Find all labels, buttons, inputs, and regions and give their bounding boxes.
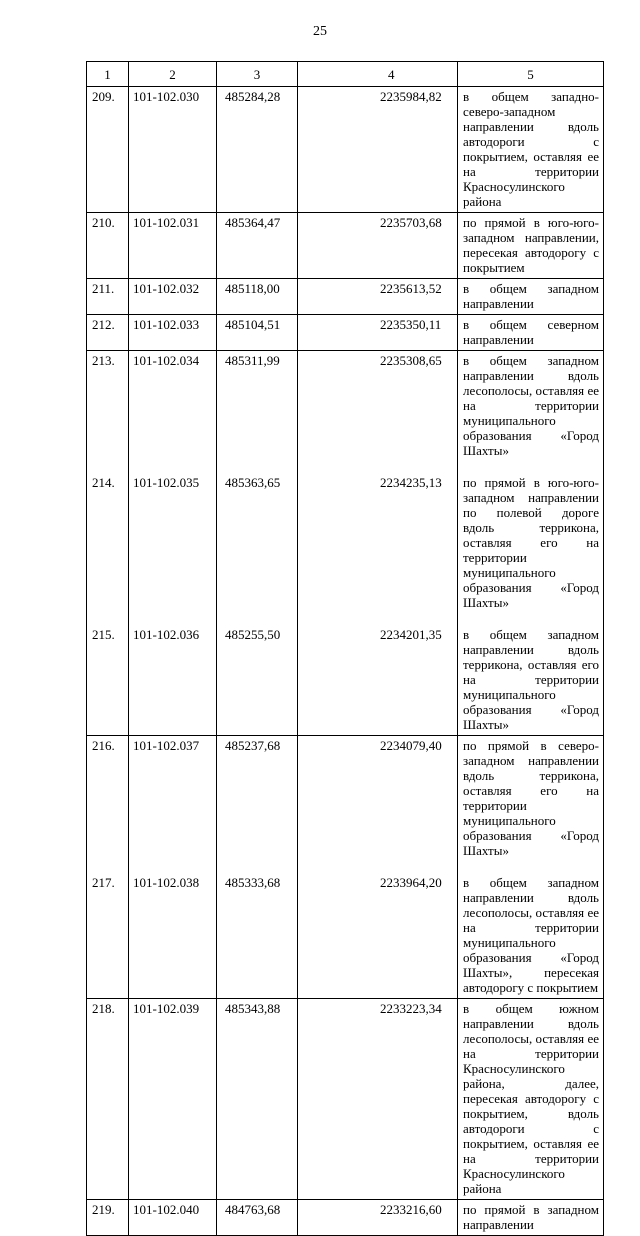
table-row <box>87 351 604 462</box>
row-number: 216. <box>87 736 129 862</box>
direction-description: в общем западном направлении <box>458 279 604 315</box>
row-number: 209. <box>87 87 129 213</box>
coordinate-x: 485104,51 <box>217 315 298 351</box>
coordinate-x: 485118,00 <box>217 279 298 315</box>
coordinate-x: 485311,99 <box>217 351 298 462</box>
page-number: 25 <box>313 24 327 39</box>
direction-description: в общем западном направлении вдоль террикона, оставляя его на территории муниципального образования «Город Шахты» <box>458 613 604 736</box>
coordinate-y: 2234201,35 <box>298 613 458 736</box>
point-code: 101-102.035 <box>129 461 217 613</box>
coordinate-y: 2233223,34 <box>298 999 458 1200</box>
coordinate-y: 2235613,52 <box>298 279 458 315</box>
coordinate-y: 2235350,11 <box>298 315 458 351</box>
coordinate-y: 2235703,68 <box>298 213 458 279</box>
coordinate-y: 2235308,65 <box>298 351 458 462</box>
column-header-1: 1 <box>87 62 129 87</box>
point-code: 101-102.032 <box>129 279 217 315</box>
coordinate-x: 485364,47 <box>217 213 298 279</box>
coordinate-x: 485343,88 <box>217 999 298 1200</box>
direction-description: в общем северном направлении <box>458 315 604 351</box>
coordinate-x: 485255,50 <box>217 613 298 736</box>
coordinate-y: 2233216,60 <box>298 1200 458 1236</box>
coordinate-x: 485237,68 <box>217 736 298 862</box>
row-number: 217. <box>87 861 129 999</box>
point-code: 101-102.034 <box>129 351 217 462</box>
column-header-3: 3 <box>217 62 298 87</box>
point-code: 101-102.038 <box>129 861 217 999</box>
boundary-points-table <box>86 61 604 1236</box>
table-row <box>87 213 604 279</box>
point-code: 101-102.036 <box>129 613 217 736</box>
direction-description: в общем западном направлении вдоль лесополосы, оставляя ее на территории муниципального образования «Город Шахты» <box>458 351 604 462</box>
row-number: 219. <box>87 1200 129 1236</box>
table-row <box>87 861 604 999</box>
row-number: 211. <box>87 279 129 315</box>
direction-description: в общем южном направлении вдоль лесополосы, оставляя ее на территории Красносулинского района, далее, пересекая автодорогу с покрытием, вдоль автодороги с покрытием, оставляя ее на территории Красносулинского района <box>458 999 604 1200</box>
point-code: 101-102.040 <box>129 1200 217 1236</box>
table-row <box>87 613 604 736</box>
table-row <box>87 1200 604 1236</box>
direction-description: по прямой в северо-западном направлении вдоль террикона, оставляя его на территории муниципального образования «Город Шахты» <box>458 736 604 862</box>
direction-description: по прямой в юго-юго-западном направлении, пересекая автодорогу с покрытием <box>458 213 604 279</box>
column-header-2: 2 <box>129 62 217 87</box>
column-header-5: 5 <box>458 62 604 87</box>
coordinate-x: 485284,28 <box>217 87 298 213</box>
row-number: 210. <box>87 213 129 279</box>
direction-description: по прямой в юго-юго-западном направлении по полевой дороге вдоль террикона, оставляя его на территории муниципального образования «Город Шахты» <box>458 461 604 613</box>
row-number: 215. <box>87 613 129 736</box>
coordinate-y: 2234079,40 <box>298 736 458 862</box>
table-row <box>87 736 604 862</box>
coordinate-y: 2233964,20 <box>298 861 458 999</box>
table-row <box>87 87 604 213</box>
table-row <box>87 999 604 1200</box>
coordinate-y: 2234235,13 <box>298 461 458 613</box>
table-row <box>87 279 604 315</box>
row-number: 214. <box>87 461 129 613</box>
point-code: 101-102.033 <box>129 315 217 351</box>
coordinate-x: 485363,65 <box>217 461 298 613</box>
direction-description: в общем западном направлении вдоль лесополосы, оставляя ее на территории муниципального образования «Город Шахты», пересекая автодорогу с покрытием <box>458 861 604 999</box>
coordinate-x: 485333,68 <box>217 861 298 999</box>
table-header-row <box>87 62 604 87</box>
table-row <box>87 315 604 351</box>
row-number: 218. <box>87 999 129 1200</box>
point-code: 101-102.030 <box>129 87 217 213</box>
coordinate-x: 484763,68 <box>217 1200 298 1236</box>
table-row <box>87 461 604 613</box>
point-code: 101-102.037 <box>129 736 217 862</box>
row-number: 212. <box>87 315 129 351</box>
point-code: 101-102.039 <box>129 999 217 1200</box>
coordinate-y: 2235984,82 <box>298 87 458 213</box>
column-header-4: 4 <box>298 62 458 87</box>
row-number: 213. <box>87 351 129 462</box>
direction-description: по прямой в западном направлении <box>458 1200 604 1236</box>
point-code: 101-102.031 <box>129 213 217 279</box>
direction-description: в общем западно-северо-западном направлении вдоль автодороги с покрытием, оставляя ее на территории Красносулинского района <box>458 87 604 213</box>
